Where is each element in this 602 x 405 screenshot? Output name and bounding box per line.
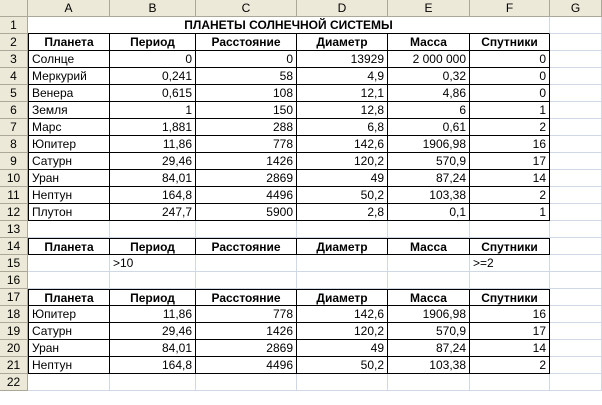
cell-d16[interactable] [297,272,388,289]
cell-d4[interactable]: 4,9 [297,68,388,85]
cell-e6[interactable]: 6 [388,102,470,119]
cell-g7[interactable] [550,119,602,136]
criteria-cell-f15[interactable]: >=2 [470,255,550,272]
cell-f9[interactable]: 17 [470,153,550,170]
cell-a11[interactable]: Нептун [28,187,110,204]
cell-b5[interactable]: 0,615 [110,85,196,102]
header-cell-c14[interactable]: Расстояние [196,238,297,255]
row-header-4[interactable]: 4 [0,68,28,85]
cell-f6[interactable]: 1 [470,102,550,119]
row-header-13[interactable]: 13 [0,221,28,238]
row-header-6[interactable]: 6 [0,102,28,119]
cell-e9[interactable]: 570,9 [388,153,470,170]
cell-a12[interactable]: Плутон [28,204,110,221]
cell-g6[interactable] [550,102,602,119]
cell-d18[interactable]: 142,6 [297,306,388,323]
cell-f22[interactable] [470,374,550,391]
header-cell-d2[interactable]: Диаметр [297,34,388,51]
header-cell-a2[interactable]: Планета [28,34,110,51]
cell-b21[interactable]: 164,8 [110,357,196,374]
cell-g3[interactable] [550,51,602,68]
row-header-18[interactable]: 18 [0,306,28,323]
cell-f3[interactable]: 0 [470,51,550,68]
cell-g8[interactable] [550,136,602,153]
cell-b4[interactable]: 0,241 [110,68,196,85]
cell-b6[interactable]: 1 [110,102,196,119]
sheet-title[interactable]: ПЛАНЕТЫ СОЛНЕЧНОЙ СИСТЕМЫ [28,17,550,34]
cell-f8[interactable]: 16 [470,136,550,153]
cell-c8[interactable]: 778 [196,136,297,153]
column-header-c[interactable]: C [196,0,297,17]
cell-g12[interactable] [550,204,602,221]
cell-b11[interactable]: 164,8 [110,187,196,204]
header-cell-b14[interactable]: Период [110,238,196,255]
cell-b8[interactable]: 11,86 [110,136,196,153]
cell-e20[interactable]: 87,24 [388,340,470,357]
cell-d7[interactable]: 6,8 [297,119,388,136]
cell-f13[interactable] [470,221,550,238]
cell-g13[interactable] [550,221,602,238]
row-header-12[interactable]: 12 [0,204,28,221]
cell-b20[interactable]: 84,01 [110,340,196,357]
cell-a19[interactable]: Сатурн [28,323,110,340]
row-header-8[interactable]: 8 [0,136,28,153]
cell-g2[interactable] [550,34,602,51]
cell-b9[interactable]: 29,46 [110,153,196,170]
cell-d3[interactable]: 13929 [297,51,388,68]
cell-e3[interactable]: 2 000 000 [388,51,470,68]
cell-g1[interactable] [550,17,602,34]
cell-e19[interactable]: 570,9 [388,323,470,340]
cell-g18[interactable] [550,306,602,323]
cell-c9[interactable]: 1426 [196,153,297,170]
row-header-17[interactable]: 17 [0,289,28,306]
criteria-cell-e15[interactable] [388,255,470,272]
cell-f7[interactable]: 2 [470,119,550,136]
cell-d13[interactable] [297,221,388,238]
cell-d20[interactable]: 49 [297,340,388,357]
header-cell-d14[interactable]: Диаметр [297,238,388,255]
cell-d10[interactable]: 49 [297,170,388,187]
cell-c19[interactable]: 1426 [196,323,297,340]
cell-b7[interactable]: 1,881 [110,119,196,136]
cell-g15[interactable] [550,255,602,272]
cell-c18[interactable]: 778 [196,306,297,323]
cell-a20[interactable]: Уран [28,340,110,357]
cell-c21[interactable]: 4496 [196,357,297,374]
cell-g21[interactable] [550,357,602,374]
criteria-cell-d15[interactable] [297,255,388,272]
cell-f12[interactable]: 1 [470,204,550,221]
cell-e11[interactable]: 103,38 [388,187,470,204]
cell-c4[interactable]: 58 [196,68,297,85]
cell-f10[interactable]: 14 [470,170,550,187]
cell-b19[interactable]: 29,46 [110,323,196,340]
row-header-7[interactable]: 7 [0,119,28,136]
criteria-cell-a15[interactable] [28,255,110,272]
cell-a16[interactable] [28,272,110,289]
cell-g14[interactable] [550,238,602,255]
cell-c6[interactable]: 150 [196,102,297,119]
row-header-5[interactable]: 5 [0,85,28,102]
row-header-9[interactable]: 9 [0,153,28,170]
row-header-15[interactable]: 15 [0,255,28,272]
header-cell-e14[interactable]: Масса [388,238,470,255]
row-header-22[interactable]: 22 [0,374,28,391]
column-header-f[interactable]: F [470,0,550,17]
cell-c16[interactable] [196,272,297,289]
cell-b3[interactable]: 0 [110,51,196,68]
row-header-10[interactable]: 10 [0,170,28,187]
criteria-cell-c15[interactable] [196,255,297,272]
cell-a22[interactable] [28,374,110,391]
row-header-21[interactable]: 21 [0,357,28,374]
row-header-3[interactable]: 3 [0,51,28,68]
header-cell-b17[interactable]: Период [110,289,196,306]
cell-c11[interactable]: 4496 [196,187,297,204]
cell-b16[interactable] [110,272,196,289]
cell-b22[interactable] [110,374,196,391]
cell-g9[interactable] [550,153,602,170]
cell-c22[interactable] [196,374,297,391]
cell-d9[interactable]: 120,2 [297,153,388,170]
cell-f20[interactable]: 14 [470,340,550,357]
cell-a6[interactable]: Земля [28,102,110,119]
header-cell-a14[interactable]: Планета [28,238,110,255]
header-cell-e2[interactable]: Масса [388,34,470,51]
row-header-14[interactable]: 14 [0,238,28,255]
header-cell-f14[interactable]: Спутники [470,238,550,255]
row-header-19[interactable]: 19 [0,323,28,340]
cell-e21[interactable]: 103,38 [388,357,470,374]
header-cell-d17[interactable]: Диаметр [297,289,388,306]
cell-a4[interactable]: Меркурий [28,68,110,85]
cell-e12[interactable]: 0,1 [388,204,470,221]
cell-c12[interactable]: 5900 [196,204,297,221]
header-cell-b2[interactable]: Период [110,34,196,51]
cell-a9[interactable]: Сатурн [28,153,110,170]
cell-g4[interactable] [550,68,602,85]
row-header-2[interactable]: 2 [0,34,28,51]
cell-a21[interactable]: Нептун [28,357,110,374]
select-all-corner[interactable] [0,0,28,17]
cell-d8[interactable]: 142,6 [297,136,388,153]
cell-d22[interactable] [297,374,388,391]
cell-e10[interactable]: 87,24 [388,170,470,187]
cell-g17[interactable] [550,289,602,306]
cell-d6[interactable]: 12,8 [297,102,388,119]
cell-g20[interactable] [550,340,602,357]
cell-g19[interactable] [550,323,602,340]
cell-b10[interactable]: 84,01 [110,170,196,187]
cell-d11[interactable]: 50,2 [297,187,388,204]
cell-a5[interactable]: Венера [28,85,110,102]
cell-e18[interactable]: 1906,98 [388,306,470,323]
cell-f21[interactable]: 2 [470,357,550,374]
row-header-16[interactable]: 16 [0,272,28,289]
cell-f5[interactable]: 0 [470,85,550,102]
cell-e22[interactable] [388,374,470,391]
cell-f19[interactable]: 17 [470,323,550,340]
cell-b12[interactable]: 247,7 [110,204,196,221]
column-header-a[interactable]: A [28,0,110,17]
row-header-20[interactable]: 20 [0,340,28,357]
cell-d5[interactable]: 12,1 [297,85,388,102]
column-header-d[interactable]: D [297,0,388,17]
cell-b13[interactable] [110,221,196,238]
cell-b18[interactable]: 11,86 [110,306,196,323]
cell-e4[interactable]: 0,32 [388,68,470,85]
cell-f4[interactable]: 0 [470,68,550,85]
cell-e7[interactable]: 0,61 [388,119,470,136]
cell-a7[interactable]: Марс [28,119,110,136]
header-cell-f17[interactable]: Спутники [470,289,550,306]
criteria-cell-b15[interactable]: >10 [110,255,196,272]
cell-d12[interactable]: 2,8 [297,204,388,221]
cell-e5[interactable]: 4,86 [388,85,470,102]
cell-c5[interactable]: 108 [196,85,297,102]
row-header-11[interactable]: 11 [0,187,28,204]
cell-g22[interactable] [550,374,602,391]
cell-g5[interactable] [550,85,602,102]
cell-a18[interactable]: Юпитер [28,306,110,323]
cell-c7[interactable]: 288 [196,119,297,136]
cell-c10[interactable]: 2869 [196,170,297,187]
cell-a10[interactable]: Уран [28,170,110,187]
cell-d21[interactable]: 50,2 [297,357,388,374]
cell-e8[interactable]: 1906,98 [388,136,470,153]
cell-g10[interactable] [550,170,602,187]
cell-f11[interactable]: 2 [470,187,550,204]
header-cell-c2[interactable]: Расстояние [196,34,297,51]
cell-a3[interactable]: Солнце [28,51,110,68]
cell-c13[interactable] [196,221,297,238]
cell-e16[interactable] [388,272,470,289]
header-cell-a17[interactable]: Планета [28,289,110,306]
cell-f16[interactable] [470,272,550,289]
column-header-b[interactable]: B [110,0,196,17]
header-cell-f2[interactable]: Спутники [470,34,550,51]
cell-c3[interactable]: 0 [196,51,297,68]
cell-g16[interactable] [550,272,602,289]
cell-f18[interactable]: 16 [470,306,550,323]
cell-a13[interactable] [28,221,110,238]
header-cell-e17[interactable]: Масса [388,289,470,306]
row-header-1[interactable]: 1 [0,17,28,34]
cell-g11[interactable] [550,187,602,204]
cell-c20[interactable]: 2869 [196,340,297,357]
cell-a8[interactable]: Юпитер [28,136,110,153]
cell-d19[interactable]: 120,2 [297,323,388,340]
column-header-g[interactable]: G [550,0,602,17]
cell-e13[interactable] [388,221,470,238]
column-header-e[interactable]: E [388,0,470,17]
header-cell-c17[interactable]: Расстояние [196,289,297,306]
